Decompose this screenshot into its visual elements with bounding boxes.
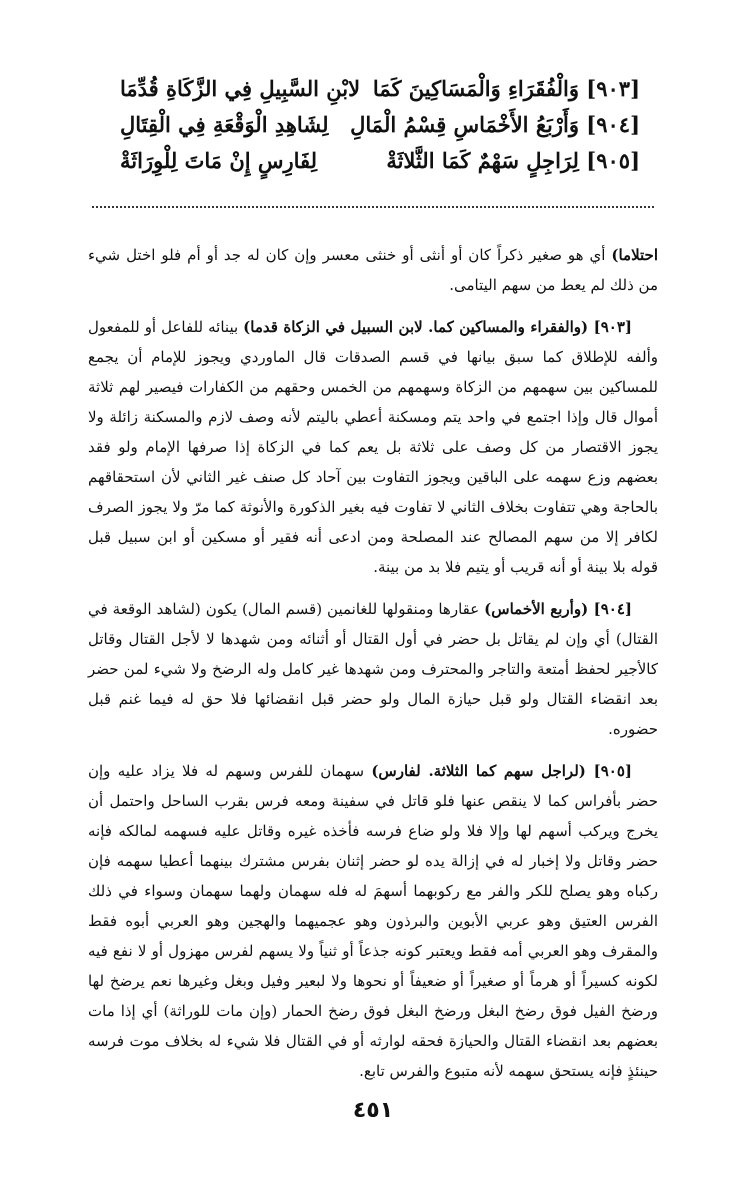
verse-first-text: وَأَرْبَعُ الأَخْمَاسِ قِسْمُ الْمَالِ xyxy=(350,112,579,137)
paragraph-number: [٩٠٣] xyxy=(593,318,632,336)
verse-number: [٩٠٤] xyxy=(586,112,640,137)
commentary-body xyxy=(88,240,658,1098)
paragraph-number: [٩٠٥] xyxy=(593,762,632,780)
paragraph-intro xyxy=(88,240,658,300)
paragraph-text: أي هو صغير ذكراً كان أو أنثى أو خنثى معسر وإن كان له جد أو أم فلو اختل شيء من ذلك لم يعط من سهم اليتامى. xyxy=(88,246,658,294)
paragraph-text: سهمان للفرس وسهم له فلا يزاد عليه وإن حضر بأفراس كما لا ينقص عنها فلو قاتل في سفينة ومعه فرس بقرب الساحل واحتمل أن يخرج ويركب أسهم لها وإلا فلا ولو ضاع فرسه فأخذه غيره وقاتل عليه فسهمه لمالكه فإنه حضر وقاتل ولا إخبار له في إزالة يده لو حضر إثنان بفرس مشترك بينهما أعطيا سهمه فإن ركباه وهو يصلح للكر والفر مع ركوبهما أسهمَ له فله سهمان ولهما سهمان وسواء في ذلك الفرس العتيق وهو عربي الأبوين والبرذون وهو عجميهما والهجين وهو العربي أبوه فقط والمقرف وهو العربي أمه فقط ويعتبر كونه جذعاً أو ثنياً ولا يسهم لفرس مهزول أو لا نفع فيه لكونه كسيراً أو هرماً أو صغيراً أو ضعيفاً أو نحوها ولا لبعير وفيل وبغل وغيرها نعم يرضخ لها ورضخ الفيل فوق رضخ البغل ورضخ البغل فوق رضخ الحمار (وإن مات للوراثة) أي إذا مات بعضهم بعد انقضاء القتال والحيازة فحقه لوارثه أو في القتال فلا شيء له بخلاف موت فرسه حينئذٍ فإنه يستحق سهمه لأنه متبوع والفرس تابع. xyxy=(88,762,658,1080)
paragraph-lead: (والفقراء والمساكين كما. لابن السبيل في الزكاة قدما) xyxy=(243,318,594,336)
verse-903 xyxy=(120,76,640,112)
verse-first-hemistich xyxy=(350,112,640,137)
dotted-separator xyxy=(92,206,654,208)
verse-first-hemistich xyxy=(373,76,640,101)
paragraph-lead: احتلاما) xyxy=(611,246,658,264)
verse-first-text: وَالْفُقَرَاءِ وَالْمَسَاكِينَ كَمَا xyxy=(372,76,579,101)
paragraph-lead: (لراجل سهم كما الثلاثة. لفارس) xyxy=(371,762,594,780)
verse-905 xyxy=(120,148,640,184)
verse-second-hemistich: لِشَاهِدِ الْوَقْعَةِ فِي الْقِتَالِ xyxy=(120,112,329,137)
paragraph-905 xyxy=(88,756,658,1086)
verse-number: [٩٠٥] xyxy=(586,148,640,173)
paragraph-904 xyxy=(88,594,658,744)
verse-number: [٩٠٣] xyxy=(586,76,640,101)
paragraph-text: بينائه للفاعل أو للمفعول وألفه للإطلاق كما سبق بيانها في قسم الصدقات قال الماوردي ويجوز للإمام أن يجمع للمساكين بين سهمهم من الزكاة وسهمهم من الخمس وحقهم من الكفارات فيصير لهم ثلاثة أموال قال وإذا اجتمع في واحد يتم ومسكنة أعطي باليتم لأنه وصف لازم والمسكنة زائلة ولا يجوز الاقتصار من كل وصف على ثلاثة بل يعم كما في الزكاة إذا صرفها الإمام ولو فقد بعضهم وزع سهمه على الباقين ويجوز التفاوت بين آحاد كل صنف غير الثاني لأن استحقاقهم بالحاجة وهي تتفاوت بخلاف الثاني لا تفاوت فيه بغير الذكورة والأنوثة كما مرّ ولا يجوز الصرف لكافر إلا من سهم المصالح عند المصلحة ومن ادعى أنه فقير أو مسكين أو ابن سبيل قبل قوله بلا بينة أو أنه قريب أو يتيم فلا بد من بينة. xyxy=(88,318,658,576)
verse-904 xyxy=(120,112,640,148)
verse-first-text: لِرَاجِلٍ سَهْمٌ كَمَا الثَّلاثَةْ xyxy=(386,148,579,173)
verse-second-hemistich: لِفَارِسٍ إِنْ مَاتَ لِلْوِرَاثَةْ xyxy=(120,148,318,173)
page-number: ٤٥١ xyxy=(352,1098,394,1123)
paragraph-number: [٩٠٤] xyxy=(593,600,633,618)
verse-first-hemistich xyxy=(386,148,640,173)
paragraph-text: عقارها ومنقولها للغانمين (قسم المال) يكون (لشاهد الوقعة في القتال) أي وإن لم يقاتل بل حضر في أول القتال أو أثنائه ومن شهدها لا لأجل القتال وقاتل كالأجير لحفظ أمتعة والتاجر والمحترف ومن شهدها غير كامل وله الرضخ ولا شيء لمن حضر بعد انقضاء القتال ولو قبل حيازة المال ولو حضر قبل انقضائها فلا حق له فيما غنم قبل حضوره. xyxy=(88,600,658,738)
paragraph-903 xyxy=(88,312,658,582)
verse-block xyxy=(120,76,640,184)
verse-second-hemistich: لابْنِ السَّبِيلِ فِي الزَّكَاةِ قُدِّمَا xyxy=(120,76,361,101)
paragraph-lead: (وأربع الأخماس) xyxy=(484,600,594,618)
